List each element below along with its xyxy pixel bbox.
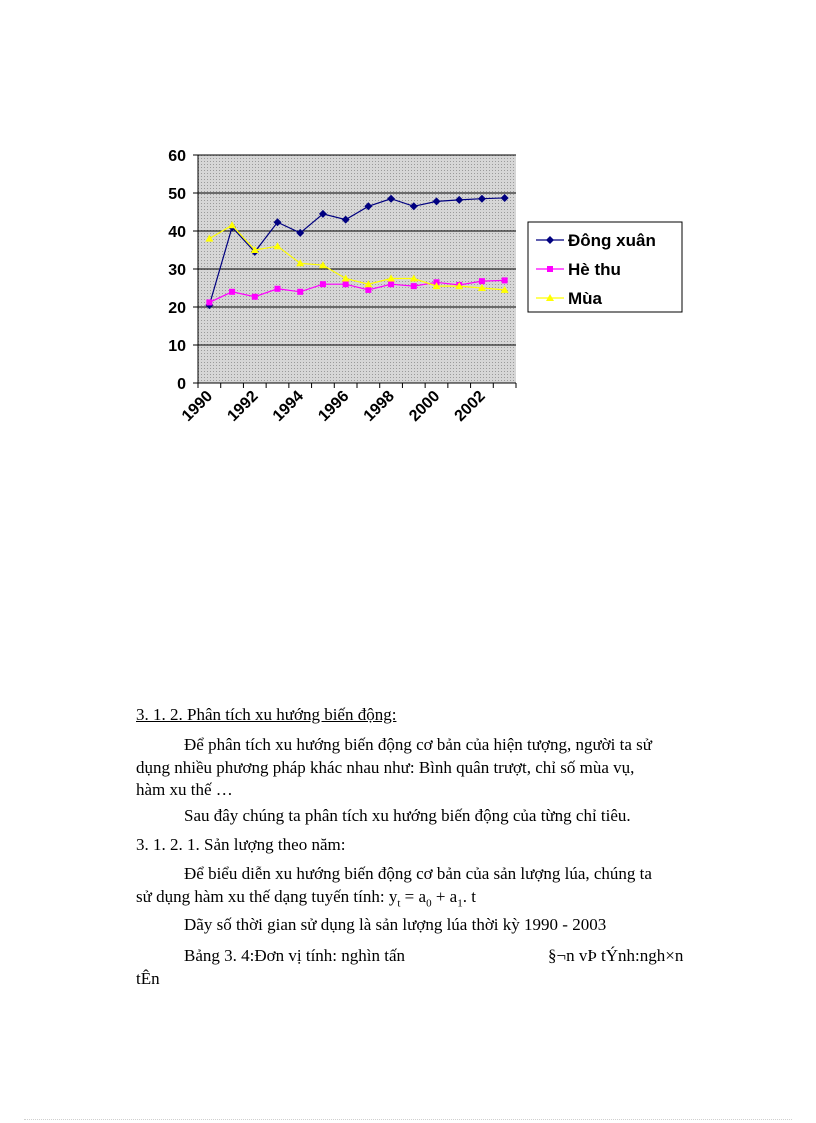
y-tick-label-30: 30 <box>168 262 186 279</box>
paragraph-1-line-1: Để phân tích xu hướng biến động cơ bản của hiện tượng, người ta sử <box>184 735 652 754</box>
table-caption-garbled-cont: tÊn <box>136 969 160 988</box>
x-tick-label-1998: 1998 <box>360 387 398 425</box>
formula-sub-t: t <box>397 897 401 910</box>
data-point <box>229 289 235 295</box>
x-tick-label-1996: 1996 <box>315 387 353 425</box>
section-heading: 3. 1. 2. Phân tích xu hướng biến động: <box>136 705 397 724</box>
paragraph-2: Sau đây chúng ta phân tích xu hướng biến động của từng chỉ tiêu. <box>184 806 631 825</box>
legend-label-1: Hè thu <box>568 260 621 279</box>
y-tick-label-10: 10 <box>168 338 186 355</box>
data-point <box>343 281 349 287</box>
y-axis <box>168 148 198 393</box>
x-axis <box>179 383 516 425</box>
data-point <box>502 277 508 283</box>
x-tick-label-1994: 1994 <box>269 387 308 425</box>
data-point <box>297 289 303 295</box>
x-tick-label-2000: 2000 <box>406 387 444 425</box>
formula-prefix: sử dụng hàm xu thế dạng tuyến tính: y <box>136 887 398 906</box>
x-tick-label-2002: 2002 <box>451 387 489 425</box>
page-bottom-rule <box>24 1119 792 1120</box>
y-tick-label-60: 60 <box>168 148 186 165</box>
paragraph-3-line-1: Để biểu diễn xu hướng biến động cơ bản của sản lượng lúa, chúng ta <box>184 864 652 883</box>
paragraph-1-line-2: dụng nhiều phương pháp khác nhau như: Bình quân trượt, chỉ số mùa vụ, <box>136 758 635 777</box>
line-chart <box>150 140 710 470</box>
legend <box>528 222 682 312</box>
formula-sub-0: 0 <box>426 897 432 910</box>
data-point <box>365 287 371 293</box>
data-point <box>252 294 258 300</box>
data-point <box>320 281 326 287</box>
legend-marker-1 <box>547 266 553 272</box>
x-tick-label-1992: 1992 <box>224 387 262 425</box>
subsection-heading: 3. 1. 2. 1. Sản lượng theo năm: <box>136 835 346 854</box>
y-tick-label-40: 40 <box>168 224 186 241</box>
data-point <box>479 278 485 284</box>
legend-label-0: Đông xuân <box>568 231 656 250</box>
paragraph-3-line-2 <box>136 886 476 914</box>
legend-label-2: Mùa <box>568 289 602 308</box>
data-point <box>206 299 212 305</box>
formula-eq: = a <box>400 887 427 906</box>
table-caption-garbled: §¬n vÞ tÝnh:ngh×n <box>548 946 684 965</box>
formula-sub-1: 1 <box>457 897 463 910</box>
data-point <box>388 281 394 287</box>
table-caption: Bảng 3. 4:Đơn vị tính: nghìn tấn <box>184 946 406 965</box>
paragraph-1-line-3: hàm xu thế … <box>136 780 233 799</box>
x-tick-label-1990: 1990 <box>178 387 217 425</box>
y-tick-label-20: 20 <box>168 300 186 317</box>
formula-end: . t <box>462 887 476 906</box>
formula-plus: + a <box>431 887 458 906</box>
data-point <box>411 283 417 289</box>
paragraph-4: Dãy số thời gian sử dụng là sản lượng lúa thời kỳ 1990 - 2003 <box>184 915 607 934</box>
y-tick-label-0: 0 <box>177 376 186 393</box>
data-point <box>275 286 281 292</box>
y-tick-label-50: 50 <box>168 186 186 203</box>
